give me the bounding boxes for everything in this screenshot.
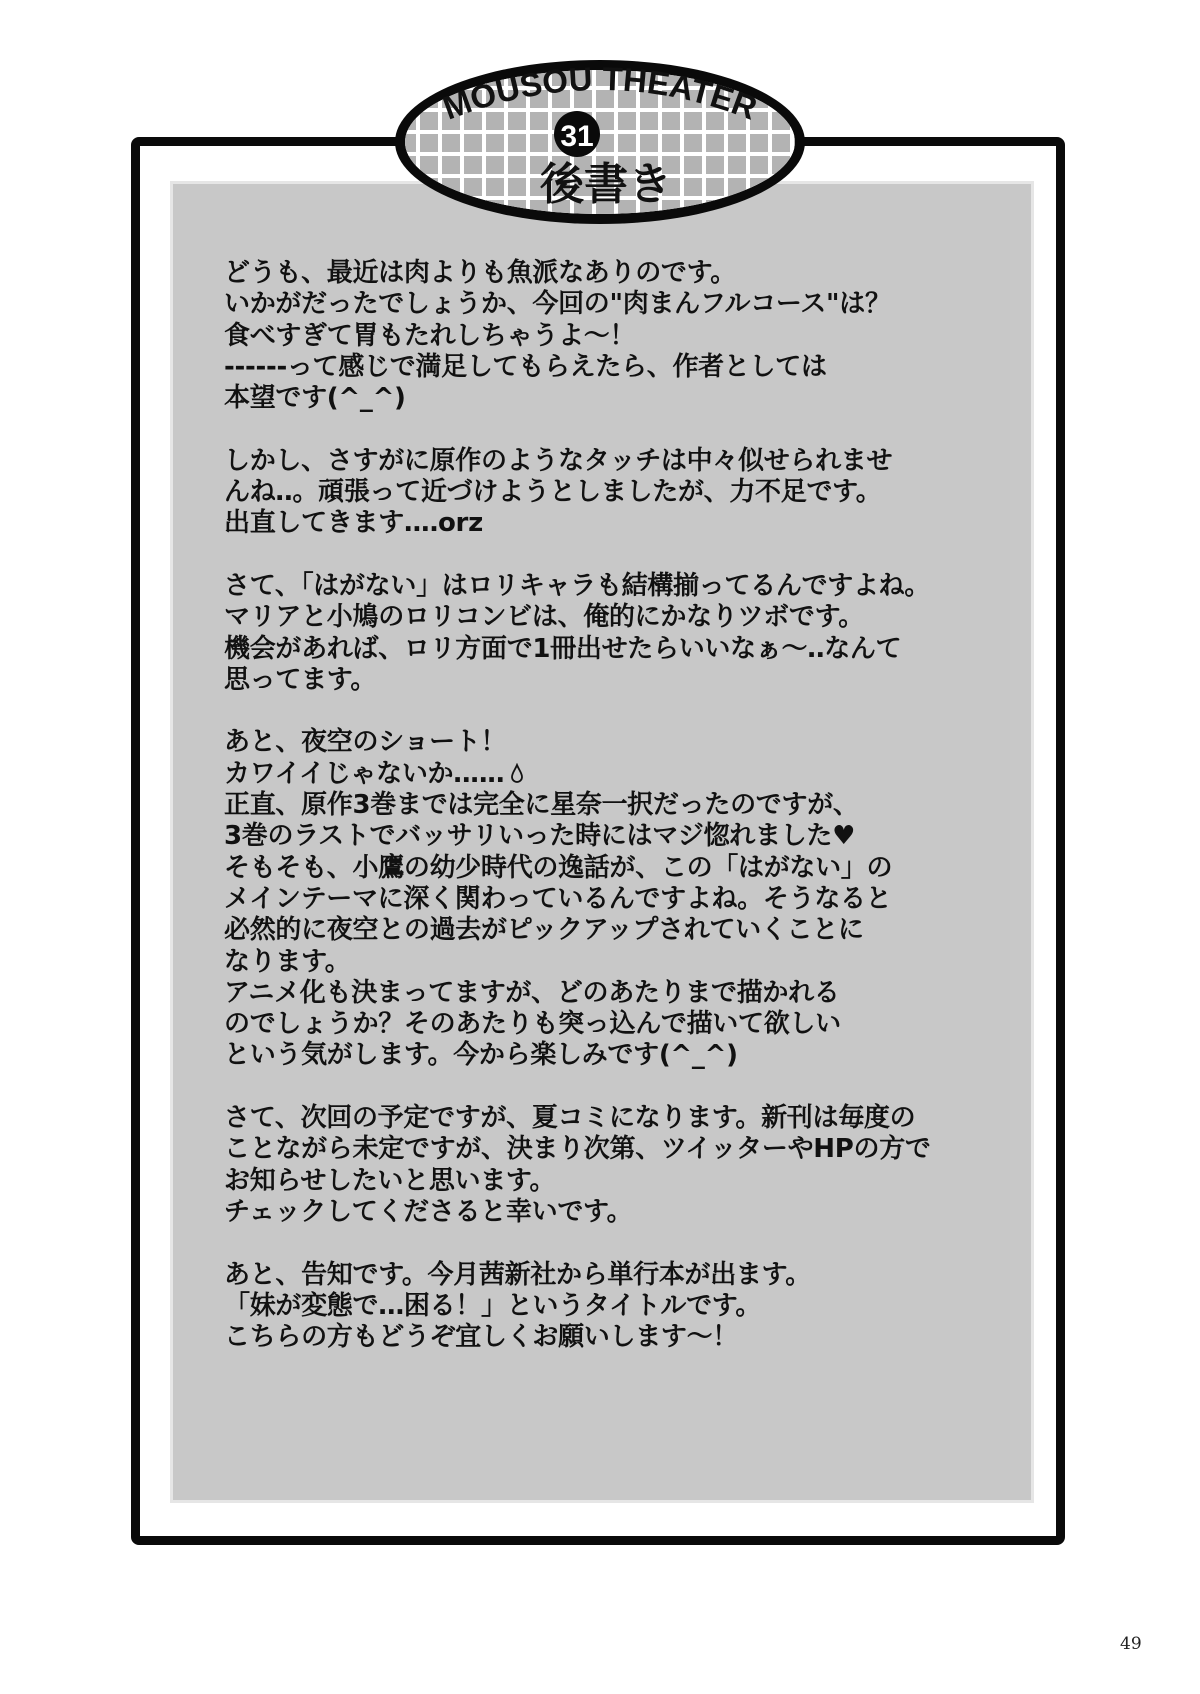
afterword-body xyxy=(224,258,1004,1353)
issue-number: 31 xyxy=(560,120,594,153)
body-line: 食べすぎて胃もたれしちゃうよ～！ xyxy=(224,320,636,351)
blank-line xyxy=(224,1228,1004,1259)
body-line: 正直、原作3巻までは完全に星奈一択だったのですが、 xyxy=(224,790,859,821)
body-line: マリアと小鳩のロリコンビは、俺的にかなりツボです。 xyxy=(224,602,864,633)
body-line: のでしょうか？そのあたりも突っ込んで描いて欲しい xyxy=(224,1009,841,1040)
body-line: しかし、さすがに原作のようなタッチは中々似せられませ xyxy=(224,445,893,476)
body-line: いかがだったでしょうか、今回の"肉まんフルコース"は？ xyxy=(224,289,891,320)
body-line: 3巻のラストでバッサリいった時にはマジ惚れました♥ xyxy=(224,821,856,852)
body-line: 必然的に夜空との過去がピックアップされていくことに xyxy=(224,915,864,946)
body-line-with-icon xyxy=(224,759,1004,790)
body-line: 本望です(^_^) xyxy=(224,383,406,414)
series-title: MOUSOU THEATER xyxy=(438,59,763,127)
title-badge xyxy=(0,0,1200,260)
body-line: 機会があれば、ロリ方面で1冊出せたらいいなぁ～‥なんて xyxy=(224,633,902,664)
body-line: さて、次回の予定ですが、夏コミになります。新刊は毎度の xyxy=(224,1103,916,1134)
body-line: アニメ化も決まってますが、どのあたりまで描かれる xyxy=(224,977,840,1008)
body-line: 出直してきます‥‥orz xyxy=(224,508,483,539)
body-line: という気がします。今から楽しみです(^_^) xyxy=(224,1040,738,1071)
blank-line xyxy=(224,414,1004,445)
body-line: なります。 xyxy=(224,946,351,977)
blank-line xyxy=(224,540,1004,571)
page-number: 49 xyxy=(1120,1634,1142,1654)
body-line: 思ってます。 xyxy=(224,664,377,695)
body-line: ------って感じで満足してもらえたら、作者としては xyxy=(224,351,827,382)
blank-line xyxy=(224,1072,1004,1103)
body-line: ことながら未定ですが、決まり次第、ツイッターやHPの方で xyxy=(224,1134,931,1165)
body-line: メインテーマに深く関わっているんですよね。そうなると xyxy=(224,883,892,914)
body-line-text: カワイイじゃないか‥‥‥ xyxy=(224,758,505,789)
sweat-drop-icon xyxy=(510,763,524,785)
body-line: んね‥。頑張って近づけようとしましたが、力不足です。 xyxy=(224,477,882,508)
body-line: あと、告知です。今月茜新社から単行本が出ます。 xyxy=(224,1259,811,1290)
body-line: あと、夜空のショート！ xyxy=(224,727,507,758)
body-line: さて、「はがない」はロリキャラも結構揃ってるんですよね。 xyxy=(224,570,931,601)
body-line: こちらの方もどうぞ宜しくお願いします～！ xyxy=(224,1322,739,1353)
afterword-title: 後書き xyxy=(540,159,672,210)
body-line: お知らせしたいと思います。 xyxy=(224,1165,556,1196)
body-line: 「妹が変態で…困る！」というタイトルです。 xyxy=(224,1290,762,1321)
body-line: チェックしてくださると幸いです。 xyxy=(224,1196,633,1227)
body-line: そもそも、小鷹の幼少時代の逸話が、この「はがない」の xyxy=(224,852,893,883)
body-line: どうも、最近は肉よりも魚派なありのです。 xyxy=(224,258,736,288)
blank-line xyxy=(224,696,1004,727)
